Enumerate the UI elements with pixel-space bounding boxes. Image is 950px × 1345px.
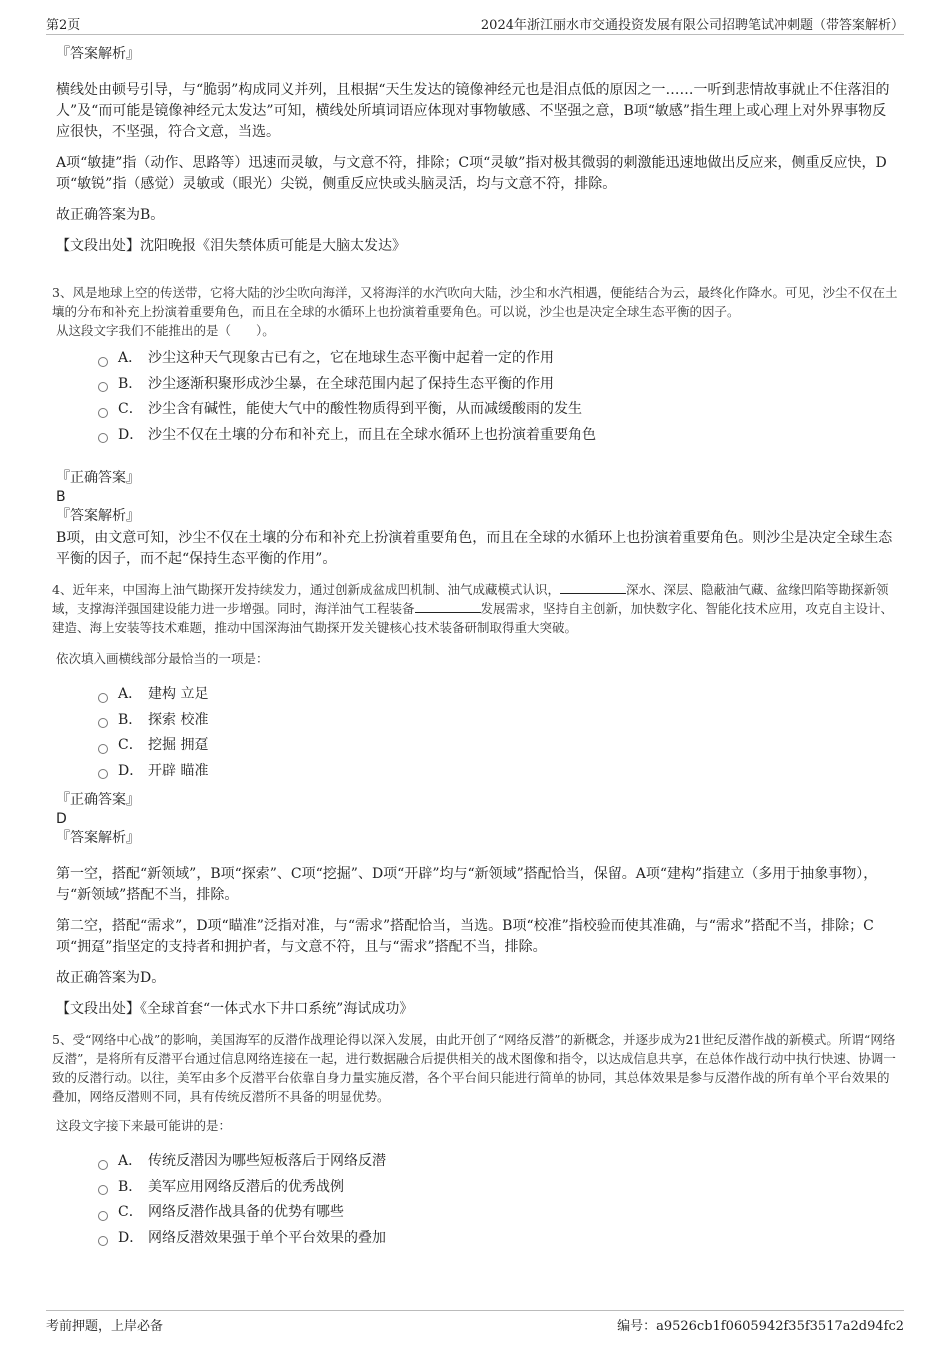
question-stem: 3、风是地球上空的传送带，它将大陆的沙尘吹向海洋，又将海洋的水汽吹向大陆，沙尘和水汽相遇，便能结合为云，最终化作降水。可见，沙尘不仅在土壤的分布和补充上扮演着重要角色，而且在全球的水循环上也扮演着重要角色。可以说，沙尘也是决定全球生态平衡的因子。 [52, 285, 898, 319]
page-header [46, 14, 904, 35]
fill-blank [415, 600, 481, 613]
correct-answer-label: 『正确答案』 [56, 470, 140, 486]
fill-blank [560, 581, 626, 594]
document-code: 编号：a9526cb1f0605942f35f3517a2d94fc2 [617, 1319, 904, 1334]
analysis-paragraph: B项，由文意可知，沙尘不仅在土壤的分布和补充上扮演着重要角色，而且在全球的水循环上也扮演着重要角色。则沙尘是决定全球生态平衡的因子，而不起“保持生态平衡的作用”。 [56, 530, 893, 567]
page-number: 第2页 [46, 18, 81, 33]
option-b[interactable]: B． 沙尘逐渐积聚形成沙尘暴，在全球范围内起了保持生态平衡的作用 [98, 372, 898, 398]
correct-answer: B [56, 489, 66, 505]
radio-icon[interactable] [98, 693, 108, 703]
radio-icon[interactable] [98, 433, 108, 443]
document-title: 2024年浙江丽水市交通投资发展有限公司招聘笔试冲刺题（带答案解析） [480, 18, 904, 33]
analysis-conclusion: 故正确答案为D。 [56, 970, 166, 986]
analysis-paragraph: 第二空，搭配“需求”，D项“瞄准”泛指对准，与“需求”搭配恰当，当选。B项“校准”指校验而使其准确，与“需求”搭配不当，排除；C项“拥趸”指坚定的支持者和拥护者，与文意不符，且与“需求”搭配不当，排除。 [56, 918, 874, 955]
option-d[interactable]: D． 开辟 瞄准 [98, 759, 898, 785]
radio-icon[interactable] [98, 744, 108, 754]
question-stem: 5、受“网络中心战”的影响，美国海军的反潜作战理论得以深入发展，由此开创了“网络反潜”的新概念，并逐步成为21世纪反潜作战的新模式。所谓“网络反潜”，是将所有反潜平台通过信息网络连接在一起，进行数据融合后提供相关的战术图像和指令，以达成信息共享，在总体作战行动中执行快速、协调一致的反潜行动。以往，美军由多个反潜平台依靠自身力量实施反潜，各个平台间只能进行简单的协同，其总体效果是参与反潜作战的所有单个平台效果的叠加，网络反潜则不同，具有传统反潜所不具备的明显优势。 [52, 1032, 896, 1104]
option-a[interactable]: A． 建构 立足 [98, 682, 898, 708]
radio-icon[interactable] [98, 1211, 108, 1221]
analysis-label: 『答案解析』 [56, 46, 140, 62]
option-d[interactable]: D． 网络反潜效果强于单个平台效果的叠加 [98, 1226, 898, 1252]
analysis-paragraph: A项“敏捷”指（动作、思路等）迅速而灵敏，与文意不符，排除；C项“灵敏”指对极其微弱的刺激能迅速地做出反应来，侧重反应快，D项“敏锐”指（感觉）灵敏或（眼光）尖锐，侧重反应快或头脑灵活，均与文意不符，排除。 [56, 155, 887, 192]
option-a[interactable]: A． 传统反潜因为哪些短板落后于网络反潜 [98, 1149, 898, 1175]
radio-icon[interactable] [98, 769, 108, 779]
radio-icon[interactable] [98, 1236, 108, 1246]
correct-answer-label: 『正确答案』 [56, 792, 140, 808]
analysis-conclusion: 故正确答案为B。 [56, 207, 165, 223]
analysis-paragraph: 第一空，搭配“新领域”，B项“探索”、C项“挖掘”、D项“开辟”均与“新领域”搭配恰当，保留。A项“建构”指建立（多用于抽象事物），与“新领域”搭配不当，排除。 [56, 866, 878, 903]
option-c[interactable]: C． 沙尘含有碱性，能使大气中的酸性物质得到平衡，从而减缓酸雨的发生 [98, 397, 898, 423]
footer-slogan: 考前押题，上岸必备 [46, 1319, 164, 1334]
analysis-label: 『答案解析』 [56, 508, 140, 524]
correct-answer: D [56, 811, 67, 827]
option-list [56, 682, 898, 784]
question-prompt: 从这段文字我们不能推出的是（ ）。 [56, 323, 275, 338]
option-b[interactable]: B． 探索 校准 [98, 708, 898, 734]
radio-icon[interactable] [98, 1185, 108, 1195]
radio-icon[interactable] [98, 1160, 108, 1170]
question-stem: 4、近年来，中国海上油气勘探开发持续发力，通过创新成盆成凹机制、油气成藏模式认识， 深水、深层、隐蔽油气藏、盆缘凹陷等勘探新领域，支撑海洋强国建设能力进一步增强。同时，海洋油气工程装备 发展需求，坚持自主创新，加快数字化、智能化技术应用，攻克自主设计、建造、海上安装等技术难题，推动中国深海油气勘探开发关键核心技术装备研制取得重大突破。 [52, 582, 894, 635]
radio-icon[interactable] [98, 408, 108, 418]
radio-icon[interactable] [98, 382, 108, 392]
option-c[interactable]: C． 网络反潜作战具备的优势有哪些 [98, 1200, 898, 1226]
radio-icon[interactable] [98, 357, 108, 367]
option-list [56, 346, 898, 448]
analysis-label: 『答案解析』 [56, 830, 140, 846]
option-list [56, 1149, 898, 1251]
question-prompt: 依次填入画横线部分最恰当的一项是： [56, 651, 269, 666]
option-c[interactable]: C． 挖掘 拥趸 [98, 733, 898, 759]
option-b[interactable]: B． 美军应用网络反潜后的优秀战例 [98, 1175, 898, 1201]
page-footer [46, 1310, 904, 1334]
option-d[interactable]: D． 沙尘不仅在土壤的分布和补充上，而且在全球水循环上也扮演着重要角色 [98, 423, 898, 449]
source-citation: 【文段出处】《全球首套“一体式水下井口系统”海试成功》 [56, 1001, 414, 1017]
page-content [52, 44, 898, 1257]
question-prompt: 这段文字接下来最可能讲的是： [56, 1118, 232, 1133]
radio-icon[interactable] [98, 718, 108, 728]
option-a[interactable]: A． 沙尘这种天气现象古已有之，它在地球生态平衡中起着一定的作用 [98, 346, 898, 372]
source-citation: 【文段出处】沈阳晚报《泪失禁体质可能是大脑太发达》 [56, 238, 406, 254]
analysis-paragraph: 横线处由顿号引导，与“脆弱”构成同义并列，且根据“天生发达的镜像神经元也是泪点低的原因之一……一听到悲情故事就止不住落泪的人”及“而可能是镜像神经元太发达”可知，横线处所填词语应体现对事物敏感、不坚强之意，B项“敏感”指生理上或心理上对外界事物反应很快，不坚强，符合文意，当选。 [56, 82, 890, 140]
